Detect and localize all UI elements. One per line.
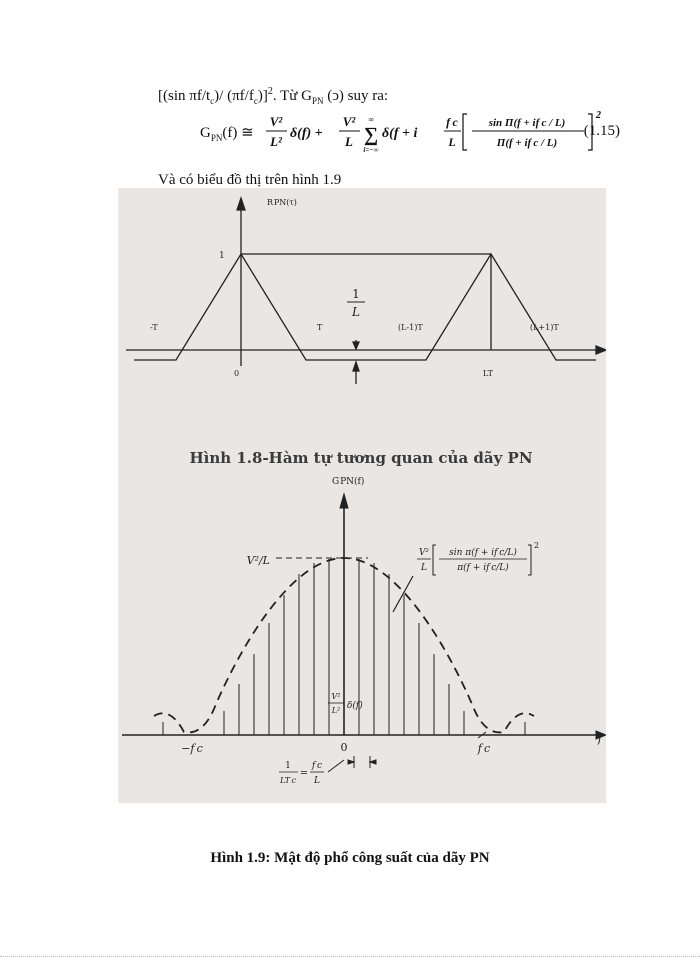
- figure-1-9-caption: Hình 1.9: Mật độ phổ công suất của dãy PN: [210, 850, 490, 866]
- neg-fc-label: −f c: [181, 742, 203, 755]
- x-axis-arrow: [596, 346, 606, 354]
- frequency-label: f: [597, 732, 602, 745]
- svg-text:L: L: [345, 134, 353, 149]
- envelope-exp: 2: [534, 541, 540, 550]
- figure-1-8-autocorrelation: [118, 188, 606, 470]
- svg-text:i=−∞: i=−∞: [363, 146, 379, 154]
- equation-lhs: $G_{PN}(f)$ ≅: [200, 125, 254, 143]
- label-origin: 0: [234, 369, 240, 378]
- svg-text:V²: V²: [269, 114, 283, 129]
- y-axis-label: R PN(τ): [267, 198, 297, 207]
- svg-text:L²: L²: [270, 134, 282, 149]
- impulse-coef-num: V²: [331, 692, 341, 701]
- page-bottom-rule: [0, 956, 700, 957]
- envelope-den: π(f + if c/L): [457, 563, 509, 573]
- figure-intro-line: Và có biểu đồ thị trên hình 1.9: [158, 172, 342, 188]
- autocorrelation-curve: [134, 254, 596, 360]
- figure-1-9-power-spectral-density: [118, 470, 606, 803]
- impulse-coef-den: L²: [331, 706, 341, 715]
- figure-1-8-caption: Hình 1.8-Hàm tự tương quan của dãy PN: [189, 449, 533, 467]
- svg-text:∞: ∞: [368, 115, 374, 124]
- svg-text:sin Π(f + if c / L): sin Π(f + if c / L): [488, 117, 566, 129]
- svg-text:L: L: [448, 135, 456, 149]
- envelope-num: sin π(f + if c/L): [449, 548, 517, 558]
- spacing-rhs-num: f c: [311, 761, 323, 771]
- center-impulse-arrow: [340, 494, 348, 508]
- envelope-coef-num: V²: [418, 548, 430, 558]
- equation-1-15: [200, 110, 640, 158]
- spacing-lhs-den: LT c: [279, 776, 297, 785]
- label-t: T: [317, 323, 323, 332]
- spacing-rhs-den: L: [314, 776, 320, 786]
- intro-line: [(sin $\pi f/t_c)/$ $(\pi f/f_c)]^2$. Từ $G_{PN}$ (ↄ) suy ra:: [158, 86, 389, 106]
- equation-rhs: [262, 110, 622, 158]
- svg-text:δ(f) +: δ(f) +: [290, 126, 323, 141]
- envelope-coef-den: L: [421, 563, 427, 573]
- y-axis-label: G PN(f): [332, 477, 365, 487]
- level-label: V²/L: [246, 554, 270, 567]
- origin-label: 0: [340, 741, 348, 754]
- label-minus-t: -T: [150, 323, 158, 332]
- fraction-num: 1: [352, 287, 360, 301]
- equation-number: (1.15): [583, 123, 620, 139]
- pos-fc-label: f c: [477, 742, 491, 755]
- svg-text:∑: ∑: [363, 124, 379, 146]
- fraction-den: L: [352, 305, 360, 319]
- label-l-minus-1-t: (L-1)T: [398, 323, 423, 332]
- peak-label: 1: [219, 251, 225, 261]
- label-lt: LT: [483, 369, 493, 378]
- impulse-delta: δ(f): [347, 701, 363, 711]
- label-l-plus-1-t: (L+1)T: [530, 323, 559, 332]
- svg-text:V²: V²: [342, 114, 356, 129]
- spacing-eq: =: [299, 768, 309, 779]
- svg-text:Π(f + if c / L): Π(f + if c / L): [496, 137, 558, 149]
- y-axis-arrow: [237, 198, 245, 210]
- spacing-lhs-num: 1: [285, 761, 291, 771]
- svg-text:δ(f + i: δ(f + i: [382, 126, 418, 141]
- svg-text:2: 2: [596, 110, 601, 121]
- svg-text:f c: f c: [446, 115, 458, 129]
